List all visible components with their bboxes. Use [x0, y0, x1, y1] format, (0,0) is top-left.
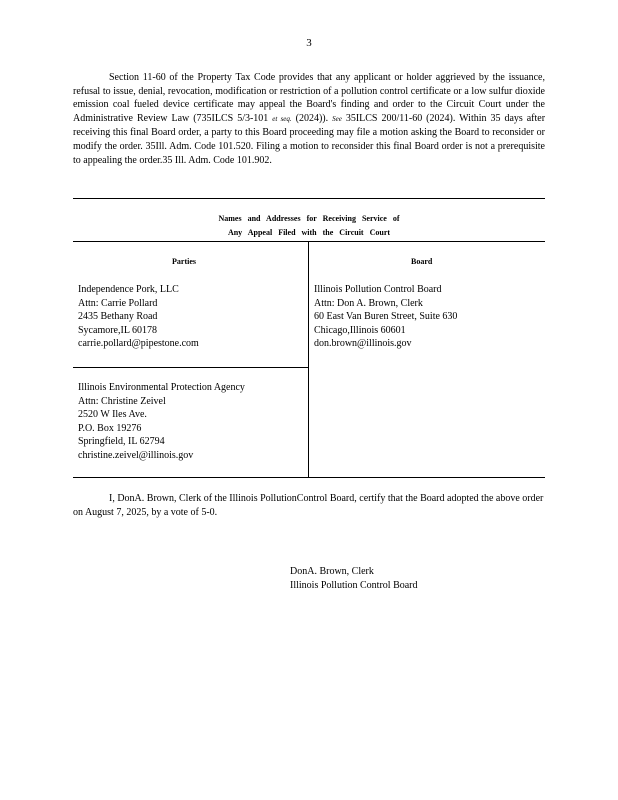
appeal-text-part3: 35ILCS 200/11-60 (2024). Within 35 days after receiving this final Board order, a party to this Board proceeding may file a motion asking the Board to reconsider or modify the order. 35Ill. Adm. Code 101.520. Filing a motion to reconsider this final Board order is not a prerequisite to appealing the order.35 Ill. Adm. Code 101.902. [73, 112, 546, 166]
service-table-title [73, 212, 545, 240]
table-bottom-rule [73, 477, 545, 478]
service-table-title-line2: Any Appeal Filed with the Circuit Court [227, 228, 391, 237]
party-po-box: P.O. Box 19276 [78, 422, 142, 434]
board-attn: Attn: Don A. Brown, Clerk [314, 297, 423, 309]
table-top-rule [73, 198, 545, 199]
signature-org: Illinois Pollution Control Board [290, 579, 418, 591]
appeal-text-part2: (2024)). [295, 112, 329, 124]
board-city: Chicago,Illinois 60601 [314, 324, 406, 336]
certification-text: I, DonA. Brown, Clerk of the Illinois PollutionControl Board, certify that the Board adopted the above order on August 7, 2025, by a vote of 5-0. [73, 493, 544, 518]
et-seq-citation: et seq. [272, 114, 292, 123]
party-email: christine.zeivel@illinois.gov [78, 449, 194, 461]
party-street: 2435 Bethany Road [78, 311, 158, 323]
party-city: Sycamore,IL 60178 [78, 324, 158, 336]
party-address-independence-pork [78, 283, 199, 351]
board-header: Board [411, 257, 433, 266]
party-name: Illinois Environmental Protection Agency [78, 382, 245, 393]
party-name: Independence Pork, LLC [78, 284, 179, 295]
appeal-text-part1: Section 11-60 of the Property Tax Code provides that any applicant or holder aggrieved by the issuance, refusal to issue, denial, revocation, modification or restriction of a pollution control certificate or a low sulfur dioxide emission coal fueled device certificate may appeal the Board's finding and order to the Circuit Court under the Administrative Review Law (735ILCS 5/3-101 [73, 72, 545, 124]
page-number: 3 [306, 37, 312, 49]
board-address [314, 283, 457, 351]
party-address-iepa [78, 381, 245, 463]
party-city: Springfield, IL 62794 [78, 436, 165, 448]
party-email: carrie.pollard@pipestone.com [78, 338, 199, 350]
board-street: 60 East Van Buren Street, Suite 630 [314, 311, 458, 323]
see-signal: See [332, 114, 342, 123]
service-table-title-line1: Names and Addresses for Receiving Service of [218, 214, 400, 223]
appeal-rights-paragraph [73, 71, 545, 167]
board-email: don.brown@illinois.gov [314, 338, 412, 350]
board-name: Illinois Pollution Control Board [314, 284, 442, 295]
table-column-divider [308, 241, 309, 477]
party-attn: Attn: Carrie Pollard [78, 297, 158, 309]
parties-header: Parties [172, 257, 196, 266]
table-header-rule [73, 241, 545, 242]
parties-row-divider [73, 367, 308, 368]
party-attn: Attn: Christine Zeivel [78, 395, 166, 407]
signature-name: DonA. Brown, Clerk [290, 566, 374, 577]
party-street: 2520 W Iles Ave. [78, 409, 147, 421]
signature-block [290, 565, 418, 592]
clerk-certification [73, 492, 545, 519]
